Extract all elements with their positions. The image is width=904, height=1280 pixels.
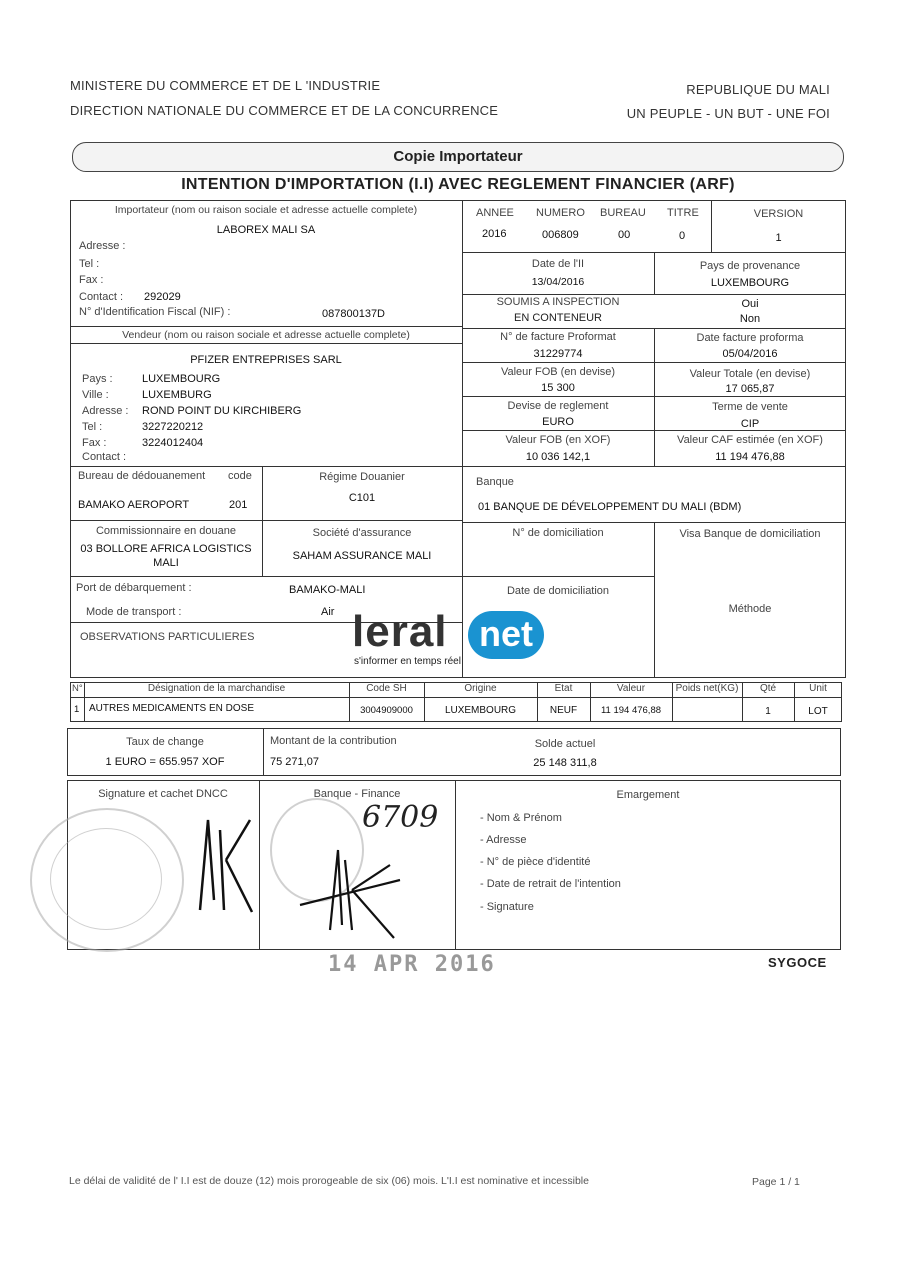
taux-change-label: Taux de change	[126, 736, 204, 748]
signature-dncc-label: Signature et cachet DNCC	[98, 788, 228, 800]
numero-label: NUMERO	[536, 207, 585, 219]
date-facture-label: Date facture proforma	[696, 332, 804, 344]
commissionnaire-line-1: 03 BOLLORE AFRICA LOGISTICS	[80, 543, 252, 555]
facture-label: N° de facture Proformat	[500, 331, 616, 343]
td-code-sh: 3004909000	[360, 705, 413, 716]
contribution-label: Montant de la contribution	[270, 735, 397, 747]
emargement-signature: - Signature	[480, 901, 534, 913]
date-stamp: 14 APR 2016	[328, 952, 496, 977]
copy-label: Copie Importateur	[393, 148, 523, 165]
importer-heading: Importateur (nom ou raison sociale et adresse actuelle complete)	[114, 204, 418, 216]
net-logo-text: net	[479, 613, 533, 654]
emargement-date-retrait: - Date de retrait de l'intention	[480, 878, 621, 890]
divider	[455, 780, 456, 950]
banque-finance-label: Banque - Finance	[313, 788, 401, 800]
td-etat: NEUF	[549, 705, 578, 716]
contribution: 75 271,07	[270, 756, 319, 768]
emargement-label: Emargement	[616, 789, 680, 801]
caf-xof: 11 194 476,88	[715, 451, 785, 463]
th-designation: Désignation de la marchandise	[147, 683, 286, 694]
transport-label: Mode de transport :	[86, 606, 182, 618]
divider	[462, 576, 654, 577]
divider	[263, 728, 264, 776]
vendor-tel-label: Tel :	[82, 421, 103, 433]
ministry-line-1: MINISTERE DU COMMERCE ET DE L 'INDUSTRIE	[70, 78, 381, 93]
net-badge	[468, 611, 544, 659]
th-code-sh: Code SH	[366, 683, 407, 694]
commissionnaire-line-2: MALI	[153, 557, 179, 569]
emargement-piece: - N° de pièce d'identité	[480, 856, 591, 868]
td-valeur: 11 194 476,88	[600, 705, 662, 716]
pays-provenance: LUXEMBOURG	[710, 277, 790, 289]
titre-label: TITRE	[667, 207, 699, 219]
port-label: Port de débarquement :	[76, 582, 192, 594]
transport-value: Air	[321, 606, 335, 618]
importer-contact: 292029	[144, 291, 181, 303]
terme-vente-label: Terme de vente	[712, 401, 788, 413]
conteneur-value: Non	[739, 313, 761, 325]
date-ii: 13/04/2016	[531, 276, 585, 288]
vendor-ville-label: Ville :	[82, 389, 109, 401]
vendor-heading: Vendeur (nom ou raison sociale et adresse actuelle complete)	[122, 329, 410, 341]
divider	[70, 326, 462, 327]
vendor-adresse: ROND POINT DU KIRCHIBERG	[142, 405, 302, 417]
leral-tagline: s'informer en temps réel	[354, 656, 461, 667]
inspection-label: SOUMIS A INSPECTION	[496, 296, 620, 308]
divider	[654, 522, 655, 678]
divider	[70, 466, 846, 467]
ministry-line-2: DIRECTION NATIONALE DU COMMERCE ET DE LA CONCURRENCE	[70, 103, 499, 118]
methode-label: Méthode	[728, 603, 772, 615]
divider	[462, 522, 846, 523]
pays-provenance-label: Pays de provenance	[699, 260, 801, 272]
caf-xof-label: Valeur CAF estimée (en XOF)	[677, 434, 823, 446]
assurance-label: Société d'assurance	[312, 527, 412, 539]
divider	[70, 576, 462, 577]
th-etat: Etat	[554, 683, 573, 694]
bank-signature	[290, 820, 420, 950]
vendor-ville: LUXEMBURG	[142, 389, 212, 401]
terme-vente: CIP	[740, 418, 760, 430]
th-unit: Unit	[809, 683, 827, 694]
handwritten-number: 6709	[362, 800, 439, 835]
conteneur-label: EN CONTENEUR	[513, 312, 602, 324]
footer-note: Le délai de validité de l' I.I est de douze (12) mois prorogeable de six (06) mois. L'I.I est nominative et incessible	[69, 1175, 589, 1187]
inspection-value: Oui	[741, 298, 759, 310]
totale-devise: 17 065,87	[725, 383, 775, 395]
importer-fax-label: Fax :	[79, 274, 104, 286]
divider	[70, 520, 462, 521]
divider	[462, 362, 846, 363]
port-value: BAMAKO-MALI	[289, 584, 366, 596]
th-numero: N°	[72, 683, 83, 694]
solde: 25 148 311,8	[533, 757, 597, 769]
divider	[462, 328, 846, 329]
domiciliation-label: N° de domiciliation	[512, 527, 604, 539]
vendor-tel: 3227220212	[142, 421, 204, 433]
td-qte: 1	[765, 706, 771, 717]
bureau-label: BUREAU	[600, 207, 646, 219]
annee-value: 2016	[482, 228, 507, 240]
vendor-fax-label: Fax :	[82, 437, 107, 449]
fob-xof: 10 036 142,1	[525, 451, 591, 463]
vendor-pays-label: Pays :	[82, 373, 113, 385]
totale-devise-label: Valeur Totale (en devise)	[689, 368, 811, 380]
divider	[462, 430, 846, 431]
date-ii-label: Date de l'II	[531, 258, 585, 270]
fob-xof-label: Valeur FOB (en XOF)	[505, 434, 611, 446]
dncc-signature	[180, 800, 260, 920]
solde-label: Solde actuel	[534, 738, 596, 750]
importer-nif-label: N° d'Identification Fiscal (NIF) :	[79, 306, 231, 318]
page-number: Page 1 / 1	[752, 1176, 800, 1188]
numero-value: 006809	[542, 229, 579, 241]
emargement-adresse: - Adresse	[480, 834, 527, 846]
leral-logo-text: leral	[352, 607, 448, 656]
divider	[462, 294, 846, 295]
annee-label: ANNEE	[476, 207, 514, 219]
version-value: 1	[775, 232, 782, 244]
facture-value: 31229774	[533, 348, 583, 360]
bureau-dedouanement: BAMAKO AEROPORT	[78, 499, 190, 511]
vendor-adresse-label: Adresse :	[82, 405, 129, 417]
document-title: INTENTION D'IMPORTATION (I.I) AVEC REGLEMENT FINANCIER (ARF)	[181, 176, 735, 193]
importer-contact-label: Contact :	[79, 291, 124, 303]
code-label: code	[228, 470, 252, 482]
importer-adresse-label: Adresse :	[79, 240, 126, 252]
date-facture: 05/04/2016	[722, 348, 778, 360]
regime-value: C101	[348, 492, 376, 504]
republic-line-1: REPUBLIQUE DU MALI	[686, 82, 830, 97]
assurance-value: SAHAM ASSURANCE MALI	[292, 550, 432, 562]
bureau-code: 201	[229, 499, 248, 511]
divider	[70, 697, 842, 698]
observations-label: OBSERVATIONS PARTICULIERES	[80, 631, 255, 643]
divider	[70, 343, 462, 344]
divider	[462, 252, 846, 253]
banque-value: 01 BANQUE DE DÉVELOPPEMENT DU MALI (BDM)	[478, 501, 742, 513]
importer-tel-label: Tel :	[79, 258, 100, 270]
bureau-dedouanement-label: Bureau de dédouanement	[78, 470, 206, 482]
fob-devise-label: Valeur FOB (en devise)	[500, 366, 616, 378]
vendor-fax: 3224012404	[142, 437, 204, 449]
bureau-value: 00	[618, 229, 631, 241]
banque-label: Banque	[476, 476, 514, 488]
fob-devise: 15 300	[541, 382, 575, 394]
version-label: VERSION	[753, 208, 804, 220]
th-qte: Qté	[759, 683, 777, 694]
td-unit: LOT	[808, 706, 828, 717]
vendor-pays: LUXEMBOURG	[142, 373, 221, 385]
date-domiciliation-label: Date de domiciliation	[506, 585, 610, 597]
th-poids: Poids net(KG)	[675, 683, 739, 694]
vendor-name: PFIZER ENTREPRISES SARL	[190, 354, 342, 366]
td-designation: AUTRES MEDICAMENTS EN DOSE	[89, 703, 255, 714]
th-origine: Origine	[464, 683, 497, 694]
taux-change: 1 EURO = 655.957 XOF	[105, 756, 225, 768]
devise-reglement: EURO	[542, 416, 574, 428]
th-valeur: Valeur	[616, 683, 646, 694]
sygoce-label: SYGOCE	[768, 955, 827, 970]
divider	[462, 396, 846, 397]
visa-label: Visa Banque de domiciliation	[679, 528, 821, 540]
vendor-contact-label: Contact :	[82, 451, 127, 463]
devise-reglement-label: Devise de reglement	[507, 400, 609, 412]
td-numero: 1	[74, 704, 80, 715]
td-origine: LUXEMBOURG	[444, 705, 517, 716]
dncc-stamp-inner	[50, 828, 162, 930]
importer-name: LABOREX MALI SA	[216, 224, 316, 236]
commissionnaire-label: Commissionnaire en douane	[95, 525, 237, 537]
importer-nif: 087800137D	[322, 308, 386, 320]
titre-value: 0	[679, 230, 686, 242]
republic-line-2: UN PEUPLE - UN BUT - UNE FOI	[626, 106, 830, 121]
emargement-nom: - Nom & Prénom	[480, 812, 562, 824]
regime-label: Régime Douanier	[319, 471, 405, 483]
